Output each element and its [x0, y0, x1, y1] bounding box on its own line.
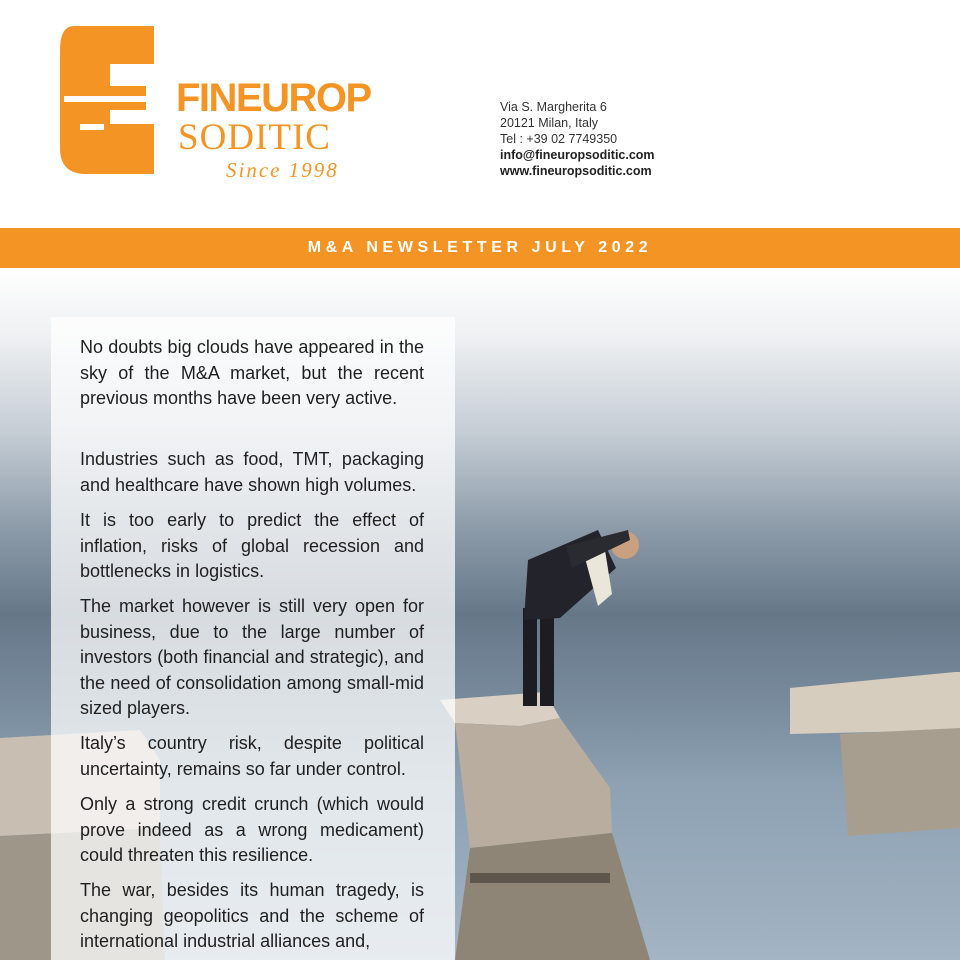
bridge-pier-right [840, 728, 960, 836]
bridge-pier-center [455, 833, 650, 960]
bridge-beam [470, 873, 610, 883]
paragraph-1: No doubts big clouds have appeared in the sky of the M&A market, but the recent previous months have been very active. [80, 337, 424, 409]
website-link[interactable]: www.fineuropsoditic.com [500, 164, 652, 178]
brand-since: Since 1998 [226, 158, 339, 182]
contact-info [500, 99, 655, 179]
paragraph-2: Industries such as food, TMT, packaging and healthcare have shown high volumes. [80, 449, 424, 495]
paragraph-7: The war, besides its human tragedy, is changing geopolitics and the scheme of international industrial alliances and, [80, 880, 424, 952]
newsletter-title: M&A NEWSLETTER JULY 2022 [307, 239, 653, 256]
paragraph-6: Only a strong credit crunch (which would prove indeed as a wrong medicament) could threaten this resilience. [80, 794, 424, 866]
paragraph-3: It is too early to predict the effect of inflation, risks of global recession and bottlenecks in logistics. [80, 510, 424, 582]
address-line-1: Via S. Margherita 6 [500, 100, 607, 114]
newsletter-banner [0, 228, 960, 268]
email-link[interactable]: info@fineuropsoditic.com [500, 148, 655, 162]
phone-number: Tel : +39 02 7749350 [500, 132, 618, 146]
bridge-slab-right [790, 672, 960, 734]
brand-subtitle: SODITIC [178, 117, 331, 158]
paragraph-4: The market however is still very open for business, due to the large number of investors (both financial and strategic), and the need of consolidation among small-mid sized players. [80, 596, 424, 719]
businessman-figure [523, 530, 639, 706]
address-line-2: 20121 Milan, Italy [500, 116, 598, 130]
newsletter-header [0, 0, 960, 228]
fineurop-logo-icon [60, 20, 158, 180]
paragraph-5: Italy’s country risk, despite political uncertainty, remains so far under control. [80, 733, 424, 779]
brand-name: FINEUROP [176, 76, 371, 120]
bridge-slab-center [455, 718, 612, 848]
